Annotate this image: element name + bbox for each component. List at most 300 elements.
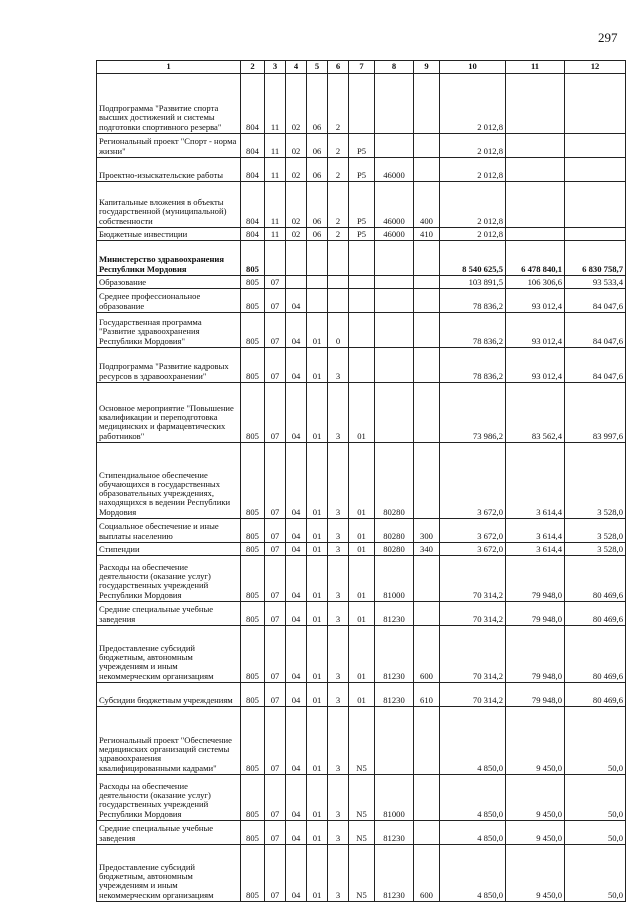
row-amount-2021: 84 047,6 [565, 348, 626, 383]
row-code-direction [375, 707, 414, 775]
row-code-admin: 805 [241, 602, 265, 626]
row-code-subprogram: 3 [328, 626, 349, 683]
table-row [97, 289, 626, 313]
row-code-subprogram [328, 289, 349, 313]
page-number: 297 [598, 30, 618, 45]
row-amount-2020: 79 948,0 [506, 556, 565, 602]
row-code-section: 07 [265, 821, 286, 845]
row-code-event: 01 [349, 383, 375, 443]
row-code-event [349, 348, 375, 383]
row-amount-2020: 79 948,0 [506, 626, 565, 683]
row-code-subsection: 04 [286, 383, 307, 443]
row-code-program: 01 [307, 313, 328, 348]
row-amount-2019: 3 672,0 [440, 543, 506, 556]
table-row [97, 683, 626, 707]
row-code-admin: 804 [241, 134, 265, 158]
row-amount-2019: 2 012,8 [440, 182, 506, 228]
row-code-admin: 805 [241, 383, 265, 443]
row-code-program: 01 [307, 443, 328, 519]
row-code-subprogram: 3 [328, 683, 349, 707]
row-code-admin: 805 [241, 289, 265, 313]
row-amount-2019: 70 314,2 [440, 602, 506, 626]
row-code-subprogram: 3 [328, 821, 349, 845]
row-name: Предоставление субсидий бюджетным, автономным учреждениям и иным некоммерческим организациям [97, 626, 241, 683]
row-code-subsection: 02 [286, 158, 307, 182]
header-cell: 7 [349, 61, 375, 74]
row-amount-2021: 80 469,6 [565, 626, 626, 683]
table-row [97, 556, 626, 602]
row-code-subprogram: 0 [328, 313, 349, 348]
row-code-event: P5 [349, 134, 375, 158]
row-amount-2021 [565, 158, 626, 182]
row-code-subprogram: 3 [328, 348, 349, 383]
row-amount-2021: 50,0 [565, 707, 626, 775]
row-code-direction: 46000 [375, 228, 414, 241]
row-name: Образование [97, 276, 241, 289]
table-row [97, 228, 626, 241]
row-amount-2019: 3 672,0 [440, 443, 506, 519]
row-code-section: 07 [265, 556, 286, 602]
table-row [97, 74, 626, 134]
row-code-program: 01 [307, 383, 328, 443]
row-code-direction: 46000 [375, 182, 414, 228]
row-amount-2021: 84 047,6 [565, 313, 626, 348]
row-code-admin: 805 [241, 276, 265, 289]
row-amount-2021: 93 533,4 [565, 276, 626, 289]
row-code-event: 01 [349, 556, 375, 602]
row-amount-2020: 9 450,0 [506, 845, 565, 902]
row-code-event: N5 [349, 845, 375, 902]
row-amount-2021: 80 469,6 [565, 602, 626, 626]
row-code-subsection: 04 [286, 821, 307, 845]
row-code-expense-type: 410 [414, 228, 440, 241]
row-code-section: 11 [265, 228, 286, 241]
row-code-subsection: 04 [286, 683, 307, 707]
row-code-subsection: 04 [286, 626, 307, 683]
row-amount-2020: 93 012,4 [506, 348, 565, 383]
row-code-subsection: 04 [286, 289, 307, 313]
row-code-admin: 805 [241, 707, 265, 775]
row-name: Социальное обеспечение и иные выплаты населению [97, 519, 241, 543]
row-code-direction: 81000 [375, 556, 414, 602]
row-code-section: 07 [265, 602, 286, 626]
row-code-event [349, 289, 375, 313]
row-name: Средние специальные учебные заведения [97, 821, 241, 845]
table-row [97, 443, 626, 519]
row-code-expense-type [414, 775, 440, 821]
row-code-subsection: 02 [286, 74, 307, 134]
row-code-program: 06 [307, 158, 328, 182]
row-code-expense-type [414, 276, 440, 289]
row-name: Бюджетные инвестиции [97, 228, 241, 241]
row-code-subprogram: 2 [328, 74, 349, 134]
row-amount-2020: 93 012,4 [506, 289, 565, 313]
row-code-section: 07 [265, 845, 286, 902]
row-amount-2019: 78 836,2 [440, 348, 506, 383]
row-code-program: 01 [307, 707, 328, 775]
row-code-section: 07 [265, 276, 286, 289]
row-code-expense-type: 300 [414, 519, 440, 543]
row-amount-2020: 9 450,0 [506, 707, 565, 775]
row-amount-2020: 83 562,4 [506, 383, 565, 443]
row-code-direction: 81230 [375, 626, 414, 683]
row-code-expense-type [414, 289, 440, 313]
row-code-expense-type: 600 [414, 845, 440, 902]
table-header-row [97, 61, 626, 74]
header-cell: 10 [440, 61, 506, 74]
row-code-expense-type: 600 [414, 626, 440, 683]
row-code-program: 06 [307, 182, 328, 228]
row-code-direction [375, 313, 414, 348]
row-code-admin: 805 [241, 241, 265, 276]
row-amount-2021 [565, 228, 626, 241]
row-amount-2019: 70 314,2 [440, 556, 506, 602]
row-amount-2020: 79 948,0 [506, 602, 565, 626]
row-code-admin: 805 [241, 543, 265, 556]
row-amount-2019: 4 850,0 [440, 845, 506, 902]
row-code-event: 01 [349, 683, 375, 707]
row-amount-2021: 3 528,0 [565, 543, 626, 556]
row-code-program: 01 [307, 602, 328, 626]
row-amount-2021 [565, 134, 626, 158]
row-code-subprogram [328, 276, 349, 289]
row-code-subprogram: 3 [328, 443, 349, 519]
row-code-event: 01 [349, 443, 375, 519]
row-amount-2021 [565, 182, 626, 228]
table-row [97, 383, 626, 443]
row-code-event: P5 [349, 158, 375, 182]
row-amount-2019: 4 850,0 [440, 821, 506, 845]
row-code-subsection: 04 [286, 348, 307, 383]
row-amount-2020: 79 948,0 [506, 683, 565, 707]
table-body [97, 74, 626, 902]
row-code-direction: 81230 [375, 683, 414, 707]
row-code-expense-type [414, 74, 440, 134]
row-name: Расходы на обеспечение деятельности (оказание услуг) государственных учреждений Республики Мордовия [97, 556, 241, 602]
row-code-expense-type [414, 707, 440, 775]
row-code-program: 01 [307, 348, 328, 383]
row-code-expense-type: 610 [414, 683, 440, 707]
row-code-program: 06 [307, 74, 328, 134]
row-code-program: 01 [307, 845, 328, 902]
row-code-direction: 81230 [375, 821, 414, 845]
row-code-subsection: 02 [286, 228, 307, 241]
row-code-subsection: 04 [286, 707, 307, 775]
row-name: Основное мероприятие "Повышение квалификации и переподготовка медицинских и фармацевтических работников" [97, 383, 241, 443]
row-code-section: 11 [265, 158, 286, 182]
row-name: Субсидии бюджетным учреждениям [97, 683, 241, 707]
header-cell: 4 [286, 61, 307, 74]
table-row [97, 519, 626, 543]
row-code-expense-type [414, 443, 440, 519]
row-code-program: 06 [307, 228, 328, 241]
row-code-subprogram: 3 [328, 845, 349, 902]
row-code-direction: 80280 [375, 519, 414, 543]
row-code-direction [375, 74, 414, 134]
row-name: Государственная программа "Развитие здравоохранения Республики Мордовия" [97, 313, 241, 348]
header-cell: 5 [307, 61, 328, 74]
row-code-section: 07 [265, 775, 286, 821]
header-cell: 2 [241, 61, 265, 74]
row-amount-2021: 50,0 [565, 775, 626, 821]
row-code-subprogram [328, 241, 349, 276]
row-code-admin: 805 [241, 626, 265, 683]
row-code-event: N5 [349, 707, 375, 775]
row-code-section: 07 [265, 313, 286, 348]
row-name: Региональный проект "Обеспечение медицинских организаций системы здравоохранения квалифицированными кадрами" [97, 707, 241, 775]
row-name: Министерство здравоохранения Республики Мордовия [97, 241, 241, 276]
row-code-expense-type [414, 602, 440, 626]
row-amount-2020 [506, 74, 565, 134]
row-code-expense-type [414, 134, 440, 158]
row-code-subprogram: 3 [328, 519, 349, 543]
row-amount-2020: 9 450,0 [506, 775, 565, 821]
row-amount-2020: 3 614,4 [506, 543, 565, 556]
table-row [97, 543, 626, 556]
row-code-program: 01 [307, 626, 328, 683]
row-code-admin: 805 [241, 313, 265, 348]
row-amount-2020: 93 012,4 [506, 313, 565, 348]
row-code-event [349, 241, 375, 276]
row-code-admin: 804 [241, 228, 265, 241]
row-code-admin: 805 [241, 519, 265, 543]
row-code-subsection: 04 [286, 775, 307, 821]
row-code-event: 01 [349, 543, 375, 556]
row-code-direction [375, 241, 414, 276]
row-amount-2019: 4 850,0 [440, 775, 506, 821]
row-code-program: 01 [307, 543, 328, 556]
header-cell: 12 [565, 61, 626, 74]
row-code-subsection: 04 [286, 519, 307, 543]
row-code-subsection [286, 276, 307, 289]
budget-table [96, 60, 626, 902]
row-amount-2020 [506, 158, 565, 182]
row-code-admin: 805 [241, 556, 265, 602]
row-code-section: 07 [265, 443, 286, 519]
row-amount-2019: 3 672,0 [440, 519, 506, 543]
row-code-section: 11 [265, 74, 286, 134]
row-code-program: 01 [307, 519, 328, 543]
row-code-event [349, 313, 375, 348]
table-row [97, 348, 626, 383]
row-code-program: 01 [307, 821, 328, 845]
row-code-event: P5 [349, 182, 375, 228]
row-code-subprogram: 2 [328, 134, 349, 158]
row-code-expense-type: 400 [414, 182, 440, 228]
row-code-direction [375, 276, 414, 289]
row-code-direction: 80280 [375, 443, 414, 519]
row-code-program [307, 289, 328, 313]
row-code-section: 07 [265, 289, 286, 313]
row-name: Подпрограмма "Развитие кадровых ресурсов в здравоохранении" [97, 348, 241, 383]
row-amount-2021 [565, 74, 626, 134]
table-row [97, 241, 626, 276]
row-amount-2019: 4 850,0 [440, 707, 506, 775]
row-code-section: 07 [265, 383, 286, 443]
row-amount-2019: 103 891,5 [440, 276, 506, 289]
row-code-direction [375, 134, 414, 158]
row-code-expense-type [414, 241, 440, 276]
row-name: Расходы на обеспечение деятельности (оказание услуг) государственных учреждений Республики Мордовия [97, 775, 241, 821]
row-code-expense-type [414, 383, 440, 443]
row-amount-2020 [506, 228, 565, 241]
row-name: Стипендии [97, 543, 241, 556]
row-code-subprogram: 3 [328, 707, 349, 775]
row-name: Региональный проект "Спорт - норма жизни" [97, 134, 241, 158]
row-code-subprogram: 2 [328, 158, 349, 182]
row-code-admin: 804 [241, 74, 265, 134]
row-code-program [307, 241, 328, 276]
row-amount-2021: 83 997,6 [565, 383, 626, 443]
row-amount-2019: 2 012,8 [440, 158, 506, 182]
row-code-direction [375, 348, 414, 383]
row-amount-2020: 6 478 840,1 [506, 241, 565, 276]
row-code-section: 07 [265, 707, 286, 775]
row-code-section: 11 [265, 134, 286, 158]
row-code-subsection: 04 [286, 602, 307, 626]
row-amount-2019: 2 012,8 [440, 228, 506, 241]
row-code-subprogram: 3 [328, 602, 349, 626]
table-row [97, 707, 626, 775]
row-code-subsection: 04 [286, 543, 307, 556]
row-code-expense-type [414, 348, 440, 383]
row-name: Средние специальные учебные заведения [97, 602, 241, 626]
row-code-direction: 81230 [375, 845, 414, 902]
row-code-subsection: 04 [286, 313, 307, 348]
row-amount-2020: 3 614,4 [506, 443, 565, 519]
row-amount-2019: 2 012,8 [440, 134, 506, 158]
row-amount-2021: 3 528,0 [565, 519, 626, 543]
row-code-section: 07 [265, 543, 286, 556]
table-row [97, 602, 626, 626]
header-cell: 1 [97, 61, 241, 74]
row-code-expense-type [414, 313, 440, 348]
row-code-event: 01 [349, 626, 375, 683]
row-code-subprogram: 2 [328, 182, 349, 228]
row-code-program: 01 [307, 683, 328, 707]
row-amount-2020: 3 614,4 [506, 519, 565, 543]
table-row [97, 821, 626, 845]
header-cell: 6 [328, 61, 349, 74]
row-code-subprogram: 3 [328, 775, 349, 821]
row-code-event: 01 [349, 602, 375, 626]
row-code-admin: 805 [241, 443, 265, 519]
row-amount-2021: 84 047,6 [565, 289, 626, 313]
row-code-admin: 805 [241, 845, 265, 902]
row-name: Подпрограмма "Развитие спорта высших достижений и системы подготовки спортивного резерва" [97, 74, 241, 134]
table-row [97, 313, 626, 348]
row-code-direction: 81000 [375, 775, 414, 821]
row-code-section: 07 [265, 683, 286, 707]
header-cell: 9 [414, 61, 440, 74]
row-name: Предоставление субсидий бюджетным, автономным учреждениям и иным некоммерческим организациям [97, 845, 241, 902]
header-cell: 8 [375, 61, 414, 74]
table-row [97, 276, 626, 289]
row-name: Капитальные вложения в объекты государственной (муниципальной) собственности [97, 182, 241, 228]
row-code-event: N5 [349, 775, 375, 821]
row-code-subsection: 04 [286, 845, 307, 902]
row-code-admin: 805 [241, 348, 265, 383]
row-amount-2019: 2 012,8 [440, 74, 506, 134]
row-code-section: 07 [265, 519, 286, 543]
row-name: Стипендиальное обеспечение обучающихся в государственных образовательных учреждениях, находящихся в ведении Республики Мордовия [97, 443, 241, 519]
row-amount-2021: 3 528,0 [565, 443, 626, 519]
row-code-program: 01 [307, 556, 328, 602]
row-code-expense-type: 340 [414, 543, 440, 556]
row-code-direction: 81230 [375, 602, 414, 626]
row-code-subsection: 04 [286, 556, 307, 602]
row-code-expense-type [414, 158, 440, 182]
row-code-admin: 804 [241, 158, 265, 182]
row-code-program: 01 [307, 775, 328, 821]
row-code-admin: 805 [241, 775, 265, 821]
row-code-subprogram: 2 [328, 228, 349, 241]
header-cell: 3 [265, 61, 286, 74]
row-amount-2019: 78 836,2 [440, 313, 506, 348]
row-code-section: 11 [265, 182, 286, 228]
row-amount-2021: 6 830 758,7 [565, 241, 626, 276]
table-row [97, 845, 626, 902]
row-code-admin: 805 [241, 683, 265, 707]
row-amount-2021: 80 469,6 [565, 556, 626, 602]
row-amount-2020 [506, 182, 565, 228]
row-code-subsection: 02 [286, 182, 307, 228]
row-code-direction: 80280 [375, 543, 414, 556]
row-code-event: P5 [349, 228, 375, 241]
table-row [97, 158, 626, 182]
row-code-subsection: 02 [286, 134, 307, 158]
table-row [97, 182, 626, 228]
row-code-subprogram: 3 [328, 556, 349, 602]
header-cell: 11 [506, 61, 565, 74]
row-code-expense-type [414, 821, 440, 845]
row-code-subsection: 04 [286, 443, 307, 519]
row-name: Среднее профессиональное образование [97, 289, 241, 313]
table-row [97, 775, 626, 821]
row-amount-2019: 78 836,2 [440, 289, 506, 313]
row-code-admin: 804 [241, 182, 265, 228]
row-code-event: 01 [349, 519, 375, 543]
row-code-program: 06 [307, 134, 328, 158]
row-code-event [349, 74, 375, 134]
row-code-direction [375, 289, 414, 313]
table-row [97, 134, 626, 158]
row-code-direction: 46000 [375, 158, 414, 182]
row-name: Проектно-изыскательские работы [97, 158, 241, 182]
row-code-subprogram: 3 [328, 543, 349, 556]
row-code-expense-type [414, 556, 440, 602]
row-code-event [349, 276, 375, 289]
table-row [97, 626, 626, 683]
row-amount-2020: 9 450,0 [506, 821, 565, 845]
row-code-section: 07 [265, 348, 286, 383]
row-code-direction [375, 383, 414, 443]
row-amount-2020: 106 306,6 [506, 276, 565, 289]
row-amount-2019: 70 314,2 [440, 683, 506, 707]
row-code-subsection [286, 241, 307, 276]
row-amount-2021: 80 469,6 [565, 683, 626, 707]
row-amount-2019: 8 540 625,5 [440, 241, 506, 276]
row-amount-2019: 70 314,2 [440, 626, 506, 683]
row-code-event: N5 [349, 821, 375, 845]
row-code-section [265, 241, 286, 276]
row-amount-2021: 50,0 [565, 845, 626, 902]
row-amount-2019: 73 986,2 [440, 383, 506, 443]
row-code-admin: 805 [241, 821, 265, 845]
row-code-subprogram: 3 [328, 383, 349, 443]
row-amount-2020 [506, 134, 565, 158]
row-code-program [307, 276, 328, 289]
